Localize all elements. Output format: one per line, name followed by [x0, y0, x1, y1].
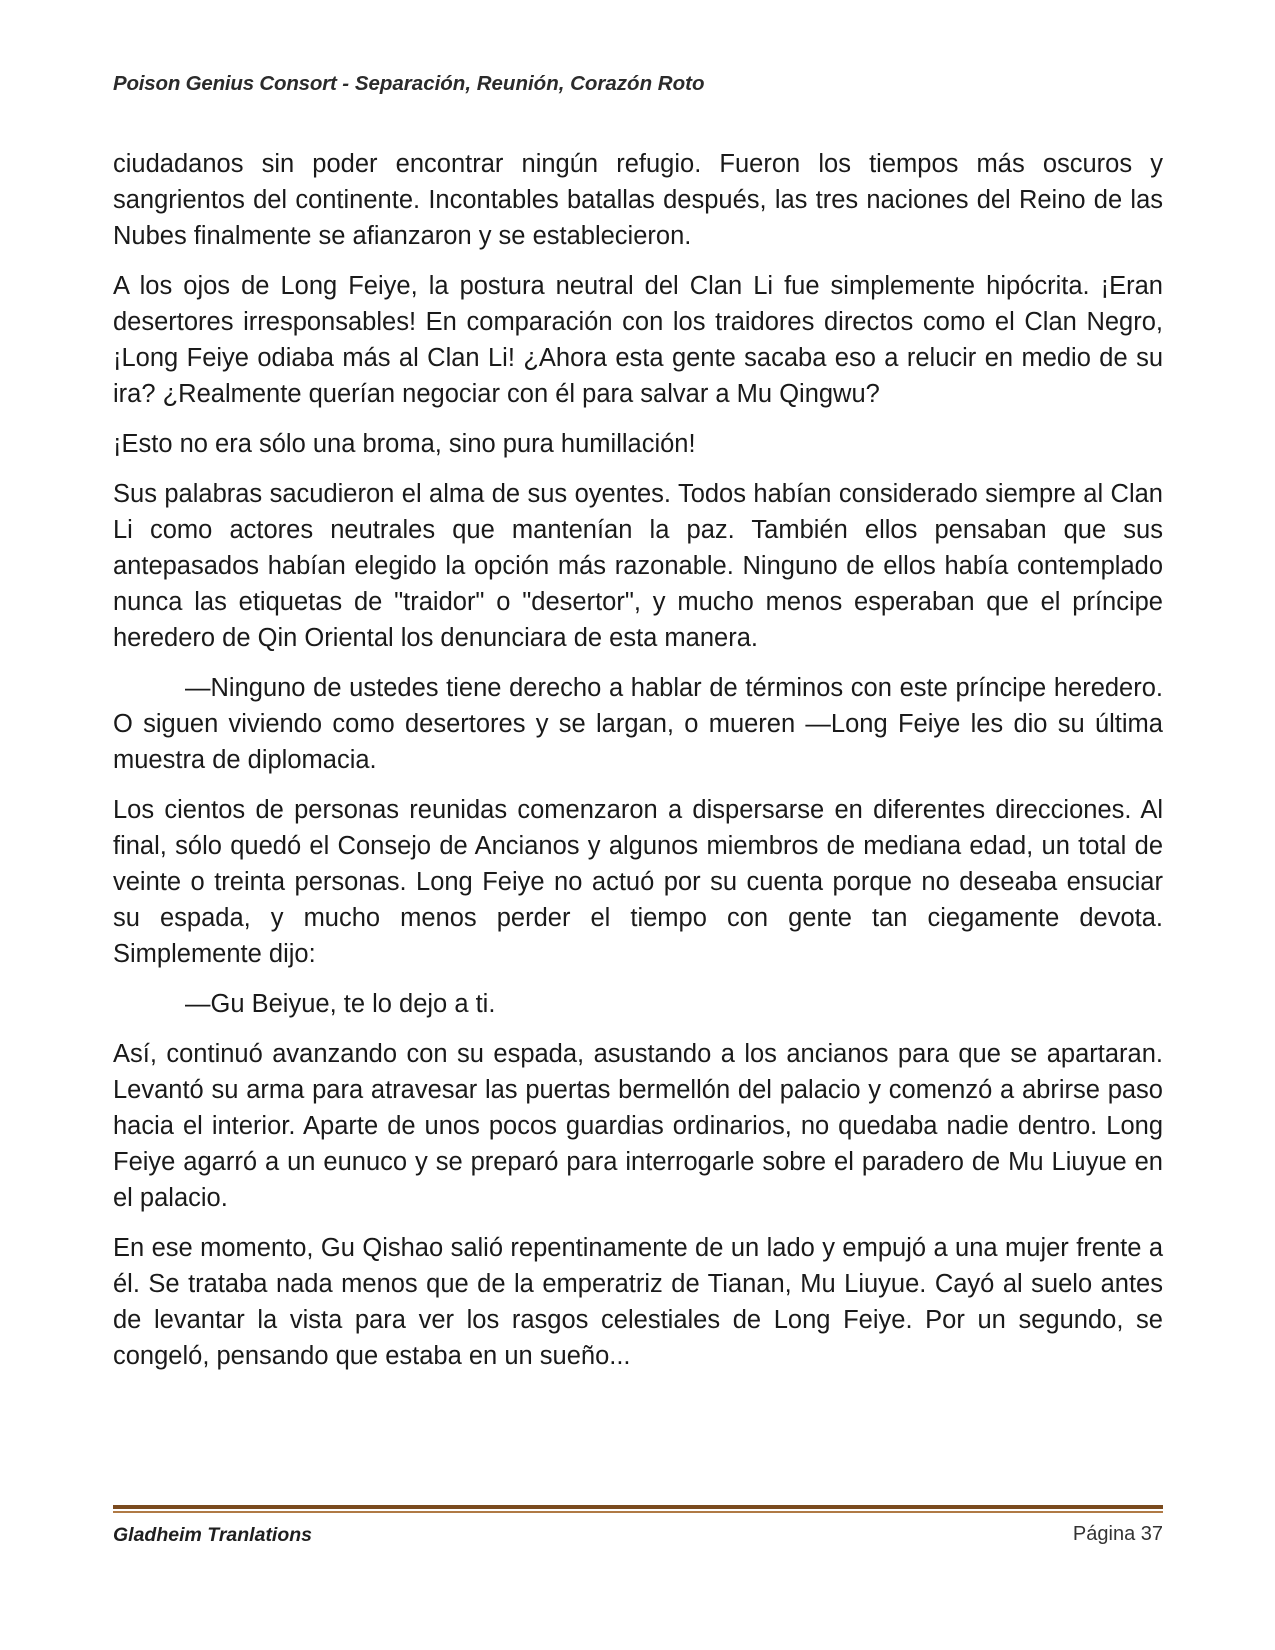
footer-rule-dark: [113, 1505, 1163, 1509]
book-title: Poison Genius Consort: [113, 72, 337, 95]
paragraph-1: ciudadanos sin poder encontrar ningún refugio. Fueron los tiempos más oscuros y sangrientos del continente. Incontables batallas después, las tres naciones del Reino de las Nubes finalmente se afianzaron y se establecieron.: [113, 150, 1163, 250]
footer-page-number: Página 37: [1072, 1523, 1163, 1545]
paragraph-3: ¡Esto no era sólo una broma, sino pura humillación!: [113, 430, 696, 458]
paragraph-4: Sus palabras sacudieron el alma de sus oyentes. Todos habían considerado siempre al Clan Li como actores neutrales que mantenían la paz. También ellos pensaban que sus antepasados habían elegido la opción más razonable. Ninguno de ellos había contemplado nunca las etiquetas de "traidor" o "desertor", y mucho menos esperaban que el príncipe heredero de Qin Oriental los denunciara de esta manera.: [113, 480, 1163, 652]
running-header: [113, 72, 1163, 96]
paragraph-9: En ese momento, Gu Qishao salió repentinamente de un lado y empujó a una mujer frente a él. Se trataba nada menos que de la emperatriz de Tianan, Mu Liuyue. Cayó al suelo antes de levantar la vista para ver los rasgos celestiales de Long Feiye. Por un segundo, se congeló, pensando que estaba en un sueño...: [113, 1234, 1163, 1370]
chapter-title: Separación, Reunión, Corazón Roto: [354, 72, 705, 95]
header-separator: -: [336, 72, 355, 95]
footer-rule-light: [113, 1511, 1163, 1513]
paragraph-5-dialogue: —Ninguno de ustedes tiene derecho a hablar de términos con este príncipe heredero. O siguen viviendo como desertores y se largan, o mueren —Long Feiye les dio su última muestra de diplomacia.: [113, 674, 1163, 774]
paragraph-7-dialogue: —Gu Beiyue, te lo dejo a ti.: [185, 990, 496, 1018]
paragraph-8: Así, continuó avanzando con su espada, asustando a los ancianos para que se apartaran. Levantó su arma para atravesar las puertas bermellón del palacio y comenzó a abrirse paso hacia el interior. Aparte de unos pocos guardias ordinarios, no quedaba nadie dentro. Long Feiye agarró a un eunuco y se preparó para interrogarle sobre el paradero de Mu Liuyue en el palacio.: [113, 1040, 1163, 1212]
paragraph-2: A los ojos de Long Feiye, la postura neutral del Clan Li fue simplemente hipócrita. ¡Eran desertores irresponsables! En comparación con los traidores directos como el Clan Negro, ¡Long Feiye odiaba más al Clan Li! ¿Ahora esta gente sacaba eso a relucir en medio de su ira? ¿Realmente querían negociar con él para salvar a Mu Qingwu?: [113, 272, 1163, 408]
footer-publisher: Gladheim Tranlations: [113, 1524, 313, 1546]
page-body: [113, 146, 1163, 1388]
paragraph-6: Los cientos de personas reunidas comenzaron a dispersarse en diferentes direcciones. Al final, sólo quedó el Consejo de Ancianos y algunos miembros de mediana edad, un total de veinte o treinta personas. Long Feiye no actuó por su cuenta porque no deseaba ensuciar su espada, y mucho menos perder el tiempo con gente tan ciegamente devota. Simplemente dijo:: [113, 796, 1163, 968]
